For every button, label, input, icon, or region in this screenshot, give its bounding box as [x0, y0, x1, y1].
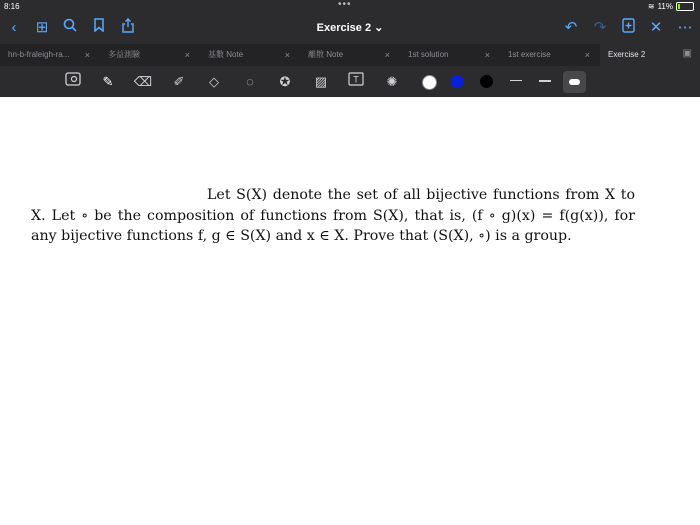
wifi-icon: ≋ — [647, 2, 655, 11]
stroke-medium[interactable] — [539, 80, 551, 82]
navigation-bar — [0, 14, 700, 44]
tab-close-icon[interactable]: × — [284, 50, 290, 60]
tab-3[interactable] — [300, 44, 400, 66]
tab-label: Exercise 2 — [608, 50, 646, 59]
lasso-icon[interactable]: ◌ — [246, 74, 254, 89]
multitasking-dots[interactable]: ••• — [338, 0, 352, 10]
close-icon[interactable]: ✕ — [649, 19, 663, 36]
stroke-thin[interactable] — [510, 80, 522, 81]
color-swatch-blue[interactable] — [451, 75, 464, 88]
undo-icon[interactable]: ↶ — [564, 19, 578, 36]
more-icon[interactable]: ⋯ — [677, 19, 693, 36]
bookmark-icon[interactable] — [89, 18, 109, 38]
tab-label: 1st solution — [408, 50, 449, 59]
tab-close-icon[interactable]: × — [484, 50, 490, 60]
add-page-icon[interactable] — [618, 18, 638, 38]
search-icon[interactable] — [60, 18, 80, 38]
pen-icon[interactable]: ✎ — [102, 74, 114, 89]
tab-label: 多益測驗 — [108, 50, 140, 59]
tab-label: hn-b-fraleigh-ra... — [8, 50, 70, 59]
status-right — [648, 2, 694, 11]
tab-0[interactable] — [0, 44, 100, 66]
text-tool-icon[interactable] — [345, 71, 367, 93]
share-icon[interactable] — [118, 18, 138, 38]
problem-statement: Let S(X) denote the set of all bijective functions from X to X. Let ∘ be the composition of functions from S(X), that is, (f ∘ g)(x) = f(g(x)), for any bijective functions f, g ∈ S(X) and x ∈ X. Prove that (S(X), ∘) is a group. — [31, 187, 635, 244]
highlighter-icon[interactable]: ✐ — [173, 74, 185, 89]
tab-close-icon[interactable]: × — [84, 50, 90, 60]
redo-icon[interactable]: ↷ — [593, 19, 607, 36]
tab-label: 基數 Note — [208, 50, 244, 59]
back-icon[interactable]: ‹ — [11, 19, 17, 36]
eraser-icon[interactable]: ⌫ — [133, 74, 153, 89]
tab-label: 1st exercise — [508, 50, 551, 59]
split-view-icon[interactable]: ▣ — [682, 48, 692, 59]
status-bar — [0, 0, 700, 14]
app-chrome — [0, 0, 700, 97]
laser-pointer-icon[interactable]: ✺ — [386, 74, 398, 89]
battery-icon — [676, 2, 694, 11]
tab-bar — [0, 44, 700, 66]
tab-2[interactable] — [200, 44, 300, 66]
stroke-thick-selected[interactable] — [563, 71, 586, 93]
sticker-icon[interactable]: ✪ — [279, 74, 291, 89]
tool-bar — [0, 66, 700, 97]
document-title[interactable]: Exercise 2 ⌄ — [316, 22, 384, 34]
tab-close-icon[interactable]: × — [384, 50, 390, 60]
battery-percent: 11% — [657, 2, 673, 11]
tab-5[interactable] — [500, 44, 600, 66]
status-time: 8:16 — [4, 2, 20, 11]
tab-4[interactable] — [400, 44, 500, 66]
note-page[interactable] — [0, 97, 700, 525]
lasso-select-icon[interactable] — [62, 71, 84, 93]
color-swatch-white[interactable] — [422, 75, 437, 90]
tab-label: 離散 Note — [308, 50, 344, 59]
shapes-icon[interactable]: ◇ — [209, 74, 219, 89]
grid-icon[interactable]: ⊞ — [35, 19, 49, 36]
battery-level — [678, 4, 680, 9]
image-icon[interactable]: ▨ — [314, 74, 328, 89]
color-swatch-black[interactable] — [480, 75, 493, 88]
tab-close-icon[interactable]: × — [584, 50, 590, 60]
svg-text:T: T — [353, 74, 359, 85]
tab-1[interactable] — [100, 44, 200, 66]
tab-close-icon[interactable]: × — [184, 50, 190, 60]
